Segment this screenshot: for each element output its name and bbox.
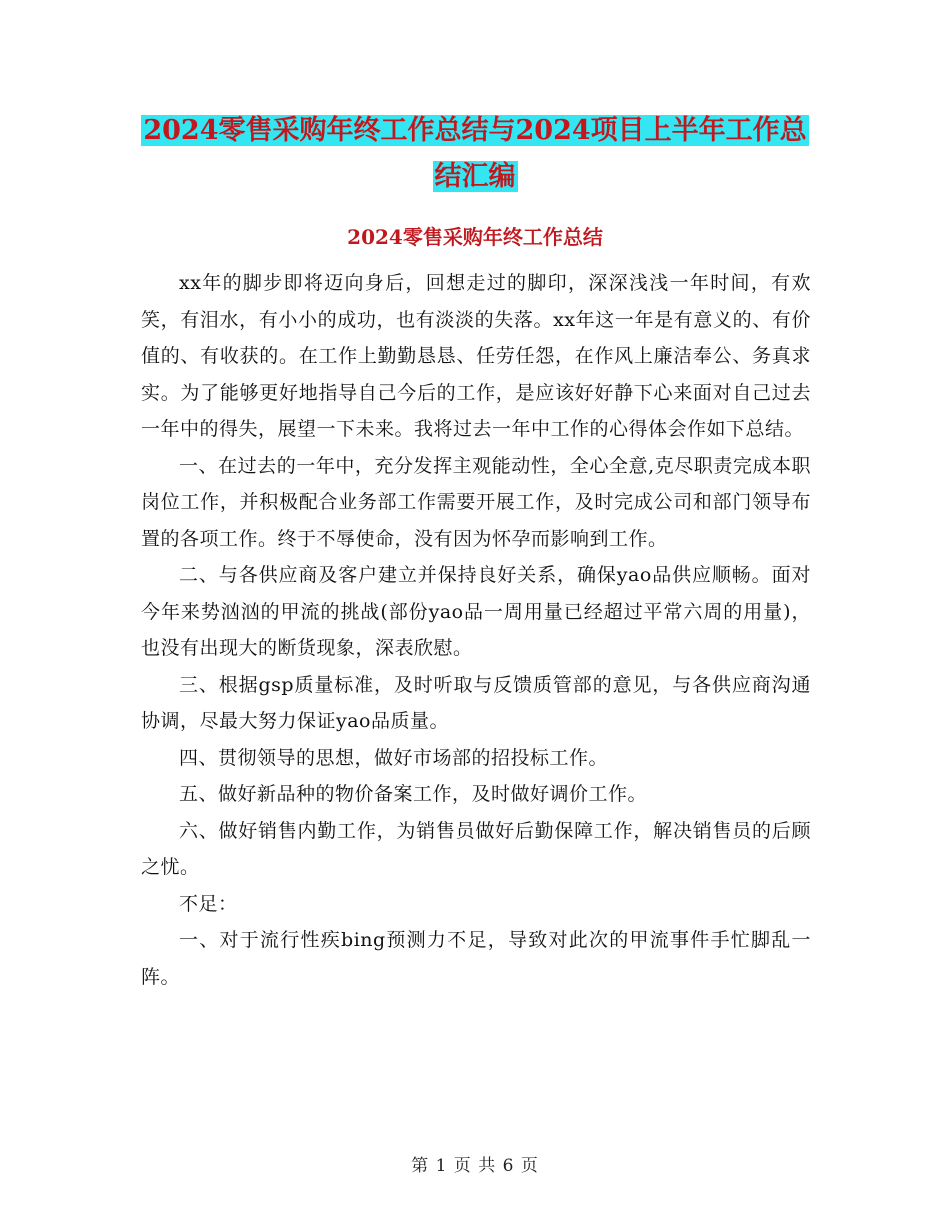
paragraph-item-5: 五、做好新品种的物价备案工作，及时做好调价工作。 xyxy=(179,783,648,805)
paragraph-item-6: 六、做好销售内勤工作，为销售员做好后勤保障工作，解决销售员的后顾之忧。 xyxy=(141,819,811,878)
document-title xyxy=(120,108,830,200)
section-title: 2024零售采购年终工作总结 xyxy=(347,225,603,249)
paragraph-item-1: 一、在过去的一年中，充分发挥主观能动性，全心全意,克尽职责完成本职岗位工作，并积极配合业务部工作需要开展工作，及时完成公司和部门领导布置的各项工作。终于不辱使命，没有因为怀孕而影响到工作。 xyxy=(141,454,811,550)
paragraph-shortcomings-heading: 不足： xyxy=(179,892,238,915)
document-title-line-1: 2024零售采购年终工作总结与2024项目上半年工作总 xyxy=(143,115,807,146)
document-title-line-2: 结汇编 xyxy=(434,161,516,192)
paragraph-item-2: 二、与各供应商及客户建立并保持良好关系，确保yao品供应顺畅。面对今年来势汹汹的甲流的挑战(部份yao品一周用量已经超过平常六周的用量)，也没有出现大的断货现象，深表欣慰。 xyxy=(141,564,811,659)
paragraph-intro: xx年的脚步即将迈向身后，回想走过的脚印，深深浅浅一年时间，有欢笑，有泪水，有小小的成功，也有淡淡的失落。xx年这一年是有意义的、有价值的、有收获的。在工作上勤勤恳恳、任劳任怨，在作风上廉洁奉公、务真求实。为了能够更好地指导自己今后的工作，是应该好好静下心来面对自己过去一年中的得失，展望一下未来。我将过去一年中工作的心得体会作如下总结。 xyxy=(141,272,811,440)
document-body xyxy=(141,265,811,995)
paragraph-item-4: 四、贯彻领导的思想，做好市场部的招投标工作。 xyxy=(179,746,609,769)
paragraph-item-3: 三、根据gsp质量标准，及时听取与反馈质管部的意见，与各供应商沟通协调，尽最大努力保证yao品质量。 xyxy=(141,673,811,732)
page-footer: 第 1 页 共 6 页 xyxy=(411,1156,539,1176)
paragraph-shortcoming-1: 一、对于流行性疾bing预测力不足，导致对此次的甲流事件手忙脚乱一阵。 xyxy=(141,929,811,988)
